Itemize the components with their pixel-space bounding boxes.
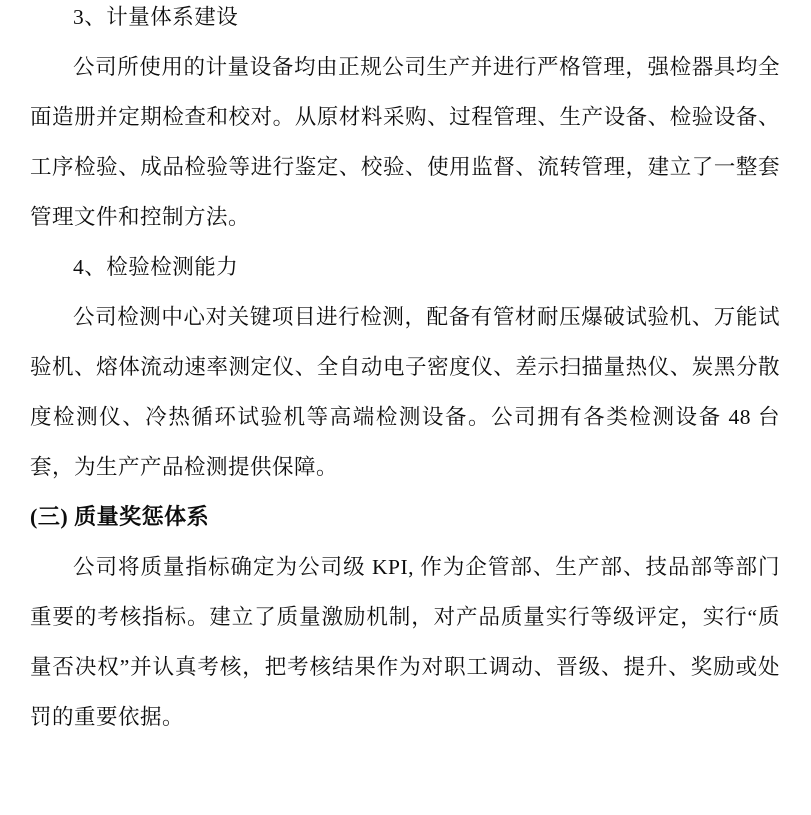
document-body	[30, 0, 780, 742]
paragraph-quality-reward-punishment: 公司将质量指标确定为公司级 KPI, 作为企管部、生产部、技品部等部门重要的考核指标。建立了质量激励机制，对产品质量实行等级评定，实行“质量否决权”并认真考核，把考核结果作为对职工调动、晋级、提升、奖励或处罚的重要依据。	[30, 555, 780, 729]
section-heading-quality-reward-punishment: (三) 质量奖惩体系	[30, 504, 210, 529]
paragraph-metrology-system: 公司所使用的计量设备均由正规公司生产并进行严格管理，强检器具均全面造册并定期检查和校对。从原材料采购、过程管理、生产设备、检验设备、工序检验、成品检验等进行鉴定、校验、使用监督、流转管理，建立了一整套管理文件和控制方法。	[30, 55, 780, 229]
section-heading-inspection-capability: 4、检验检测能力	[73, 255, 239, 279]
section-heading-metrology-system: 3、计量体系建设	[73, 5, 239, 29]
paragraph-inspection-capability: 公司检测中心对关键项目进行检测，配备有管材耐压爆破试验机、万能试验机、熔体流动速率测定仪、全自动电子密度仪、差示扫描量热仪、炭黑分散度检测仪、冷热循环试验机等高端检测设备。公司拥有各类检测设备 48 台套，为生产产品检测提供保障。	[30, 305, 780, 479]
